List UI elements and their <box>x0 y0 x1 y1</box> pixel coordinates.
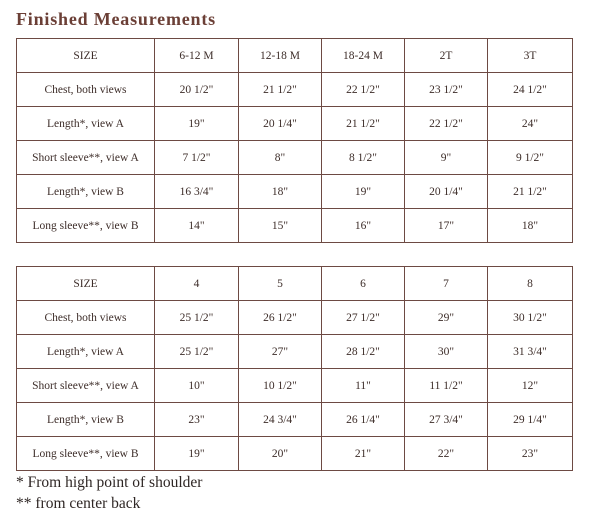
table-row <box>17 141 573 175</box>
table-cell: 19" <box>322 175 405 209</box>
table-cell: 16 3/4" <box>155 175 239 209</box>
table-row <box>17 369 573 403</box>
header-size: 8 <box>488 267 573 301</box>
table-header-row <box>17 267 573 301</box>
header-size: 6-12 M <box>155 39 239 73</box>
row-label: Length*, view A <box>17 335 155 369</box>
row-label: Length*, view B <box>17 175 155 209</box>
table-cell: 19" <box>155 437 239 471</box>
table-cell: 22 1/2" <box>405 107 488 141</box>
measurements-table-1 <box>16 38 573 243</box>
row-label: Length*, view B <box>17 403 155 437</box>
table-cell: 20 1/2" <box>155 73 239 107</box>
table-cell: 25 1/2" <box>155 335 239 369</box>
table-cell: 10" <box>155 369 239 403</box>
footnote-center-back: ** from center back <box>16 495 141 512</box>
header-size: 18-24 M <box>322 39 405 73</box>
header-size-label: SIZE <box>17 267 155 301</box>
footnote-shoulder: * From high point of shoulder <box>16 474 203 491</box>
row-label: Long sleeve**, view B <box>17 437 155 471</box>
table-cell: 20" <box>239 437 322 471</box>
measurements-table-2 <box>16 266 573 471</box>
table-cell: 24 1/2" <box>488 73 573 107</box>
table-cell: 10 1/2" <box>239 369 322 403</box>
table-row <box>17 335 573 369</box>
table-cell: 17" <box>405 209 488 243</box>
table-row <box>17 437 573 471</box>
row-label: Short sleeve**, view A <box>17 369 155 403</box>
table-cell: 27 1/2" <box>322 301 405 335</box>
table-cell: 9" <box>405 141 488 175</box>
table-header-row <box>17 39 573 73</box>
header-size: 6 <box>322 267 405 301</box>
table-row <box>17 175 573 209</box>
table-cell: 18" <box>488 209 573 243</box>
header-size: 7 <box>405 267 488 301</box>
table-row <box>17 403 573 437</box>
table-cell: 19" <box>155 107 239 141</box>
table-cell: 7 1/2" <box>155 141 239 175</box>
table-cell: 23" <box>155 403 239 437</box>
table-cell: 24" <box>488 107 573 141</box>
table-row <box>17 209 573 243</box>
table-cell: 23" <box>488 437 573 471</box>
table-cell: 22 1/2" <box>322 73 405 107</box>
table-cell: 21 1/2" <box>488 175 573 209</box>
table-cell: 22" <box>405 437 488 471</box>
row-label: Length*, view A <box>17 107 155 141</box>
header-size: 4 <box>155 267 239 301</box>
table-cell: 20 1/4" <box>405 175 488 209</box>
table-cell: 14" <box>155 209 239 243</box>
page-title: Finished Measurements <box>16 9 216 29</box>
table-cell: 18" <box>239 175 322 209</box>
header-size-label: SIZE <box>17 39 155 73</box>
table-cell: 24 3/4" <box>239 403 322 437</box>
table-cell: 15" <box>239 209 322 243</box>
table-cell: 30 1/2" <box>488 301 573 335</box>
row-label: Short sleeve**, view A <box>17 141 155 175</box>
row-label: Long sleeve**, view B <box>17 209 155 243</box>
header-size: 5 <box>239 267 322 301</box>
table-row <box>17 107 573 141</box>
table-cell: 21 1/2" <box>239 73 322 107</box>
table-cell: 11 1/2" <box>405 369 488 403</box>
table-cell: 21" <box>322 437 405 471</box>
row-label: Chest, both views <box>17 73 155 107</box>
table-cell: 30" <box>405 335 488 369</box>
table-cell: 21 1/2" <box>322 107 405 141</box>
header-size: 3T <box>488 39 573 73</box>
table-cell: 27" <box>239 335 322 369</box>
row-label: Chest, both views <box>17 301 155 335</box>
table-cell: 26 1/2" <box>239 301 322 335</box>
table-cell: 29" <box>405 301 488 335</box>
table-cell: 27 3/4" <box>405 403 488 437</box>
table-cell: 25 1/2" <box>155 301 239 335</box>
table-cell: 8" <box>239 141 322 175</box>
table-cell: 26 1/4" <box>322 403 405 437</box>
table-cell: 31 3/4" <box>488 335 573 369</box>
table-cell: 16" <box>322 209 405 243</box>
header-size: 12-18 M <box>239 39 322 73</box>
table-cell: 8 1/2" <box>322 141 405 175</box>
table-cell: 9 1/2" <box>488 141 573 175</box>
header-size: 2T <box>405 39 488 73</box>
footnotes <box>16 472 202 514</box>
table-cell: 28 1/2" <box>322 335 405 369</box>
table-cell: 11" <box>322 369 405 403</box>
table-cell: 20 1/4" <box>239 107 322 141</box>
table-cell: 23 1/2" <box>405 73 488 107</box>
table-row <box>17 73 573 107</box>
table-cell: 29 1/4" <box>488 403 573 437</box>
table-cell: 12" <box>488 369 573 403</box>
table-row <box>17 301 573 335</box>
